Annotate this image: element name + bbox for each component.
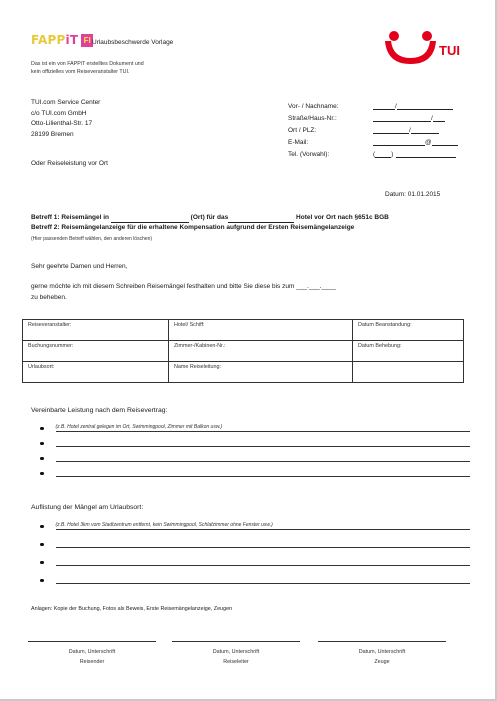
sender-city-label: Ort / PLZ:: [288, 127, 317, 134]
email-user-field[interactable]: [373, 138, 425, 146]
disclaimer-line: kein offizielles vom Reiseveranstalter TUI.: [31, 69, 130, 75]
table-cell[interactable]: Hotel/ Schiff:: [169, 320, 353, 341]
disclaimer-line: Das ist ein von FAPPiT erstelltes Dokument und: [31, 61, 144, 67]
separator: /: [431, 115, 433, 122]
subject-hotel-field[interactable]: [228, 216, 294, 223]
fappit-logo-text-accent: iT: [65, 33, 79, 47]
tui-logo-text: TUI: [439, 43, 460, 58]
fappit-logo-text: FAPP: [31, 33, 66, 47]
list-item: [40, 463, 470, 478]
disclaimer: [31, 60, 144, 76]
last-name-field[interactable]: [397, 102, 453, 110]
deadline-date-field[interactable]: ___.___.____: [296, 283, 336, 290]
recipient-alternative: Oder Reiseleistung vor Ort: [31, 160, 108, 167]
recipient-line: Otto-Lilienthal-Str. 17: [31, 120, 93, 127]
phone-area-code-field[interactable]: [375, 150, 394, 158]
list-item: [40, 433, 470, 448]
signature-witness[interactable]: Datum, Unterschrift Zeuge: [318, 641, 446, 667]
sender-phone-label: Tel. (Vorwahl):: [288, 151, 330, 158]
sender-email-label: E-Mail:: [288, 139, 309, 146]
bullet-icon: [40, 457, 44, 461]
table-cell[interactable]: Buchungsnummer:: [23, 341, 169, 362]
zip-field[interactable]: [411, 126, 439, 134]
subject: [31, 213, 389, 233]
sender-street-row: [288, 110, 468, 122]
bullet-icon: [40, 543, 44, 547]
separator: /: [409, 127, 411, 134]
separator: @: [425, 139, 432, 146]
fappit-logo-box: FI: [81, 34, 93, 47]
subject-hint: (Hier passenden Betreff wählen, den anderen löschen): [31, 236, 153, 242]
bullet-icon: [40, 525, 44, 529]
attachments-note: Anlagen: Kopie der Buchung, Fotos als Beweis, Erste Reisemängelanzeige, Zeugen: [31, 606, 233, 612]
defect-field[interactable]: [56, 576, 471, 584]
recipient-line: 28199 Bremen: [31, 130, 74, 138]
city-field[interactable]: [373, 126, 409, 134]
phone-number-field[interactable]: [396, 150, 456, 158]
bullet-icon: [40, 472, 44, 476]
recipient-line: c/o TUI.com GmbH: [31, 109, 87, 117]
salutation: Sehr geehrte Damen und Herren,: [31, 263, 128, 270]
fappit-logo: [31, 33, 93, 47]
table-row: [23, 362, 464, 383]
list-item: [40, 567, 470, 585]
signature-tour-guide[interactable]: Datum, Unterschrift Reiseleiter: [172, 641, 300, 667]
agreed-service-field[interactable]: [56, 439, 471, 447]
table-cell[interactable]: Name Reiseleitung:: [169, 362, 353, 383]
sender-email-row: [288, 134, 468, 146]
defect-field[interactable]: [56, 522, 471, 530]
house-number-field[interactable]: [433, 114, 445, 122]
recipient-address: [31, 98, 100, 140]
table-cell[interactable]: Datum Behebung:: [353, 341, 464, 362]
defects-title: Auflistung der Mängel am Urlaubsort:: [31, 504, 144, 511]
subject-line-1: Betreff 1: Reisemängel in (Ort) für das Hotel vor Ort nach §651c BGB: [31, 214, 389, 221]
sender-street-label: Straße/Haus-Nr.:: [288, 115, 337, 122]
travel-info-table: [22, 319, 464, 383]
separator: /: [395, 103, 397, 110]
defect-field[interactable]: [56, 558, 471, 566]
subject-line-2: Betreff 2: Reisemängelanzeige für die erhaltene Kompensation aufgrund der Ersten Reisemängelanzeige: [31, 224, 355, 231]
bullet-icon: [40, 442, 44, 446]
separator: ): [391, 151, 394, 158]
table-row: [23, 320, 464, 341]
list-item: [40, 418, 470, 433]
table-row: [23, 341, 464, 362]
list-item: [40, 531, 470, 549]
list-item: [40, 448, 470, 463]
list-item: [40, 516, 470, 531]
signature-traveler[interactable]: Datum, Unterschrift Reisender: [28, 641, 156, 667]
letter-date: Datum: 01.01.2015: [385, 191, 441, 198]
sender-phone-row: [288, 146, 468, 158]
table-cell[interactable]: Reiseveranstalter:: [23, 320, 169, 341]
agreed-services-title: Vereinbarte Leistung nach dem Reisevertrag:: [31, 407, 168, 414]
subject-location-field[interactable]: [111, 216, 189, 223]
email-domain-field[interactable]: [432, 138, 458, 146]
tui-logo: [381, 28, 471, 70]
letter-body: gerne möchte ich mit diesem Schreiben Reisemängel festhalten und bitte Sie diese bis zum ___.___.____ zu beheben.: [31, 283, 336, 301]
table-cell[interactable]: Zimmer-/Kabinen-Nr.:: [169, 341, 353, 362]
street-field[interactable]: [373, 114, 431, 122]
agreed-services-list: [40, 418, 470, 478]
first-name-field[interactable]: [373, 102, 395, 110]
sender-city-row: [288, 122, 468, 134]
defect-field[interactable]: [56, 540, 471, 548]
sender-name-row: [288, 98, 468, 110]
separator: (: [373, 151, 376, 158]
table-cell[interactable]: Urlaubsort:: [23, 362, 169, 383]
table-cell[interactable]: [353, 362, 464, 383]
document-title: Urlaubsbeschwerde Vorlage: [92, 39, 174, 46]
recipient-line: TUI.com Service Center: [31, 99, 101, 106]
agreed-service-field[interactable]: [56, 424, 471, 432]
defect-example: (z.B. Hotel 3km vom Stadtzentrum entfernt, kein Swimmingpool, Schlafzimmer ohne Fenster usw.): [55, 522, 273, 528]
defects-list: [40, 516, 470, 585]
bullet-icon: [40, 561, 44, 565]
agreed-service-field[interactable]: [56, 469, 471, 477]
list-item: [40, 549, 470, 567]
table-cell[interactable]: Datum Beanstandung:: [353, 320, 464, 341]
sender-fields: [288, 98, 468, 158]
bullet-icon: [40, 427, 44, 431]
agreed-service-example: (z.B. Hotel zentral gelegen im Ort, Swimmingpool, Zimmer mit Balkon usw.): [55, 424, 223, 430]
bullet-icon: [40, 579, 44, 583]
agreed-service-field[interactable]: [56, 454, 471, 462]
sender-name-label: Vor- / Nachname:: [288, 103, 339, 110]
